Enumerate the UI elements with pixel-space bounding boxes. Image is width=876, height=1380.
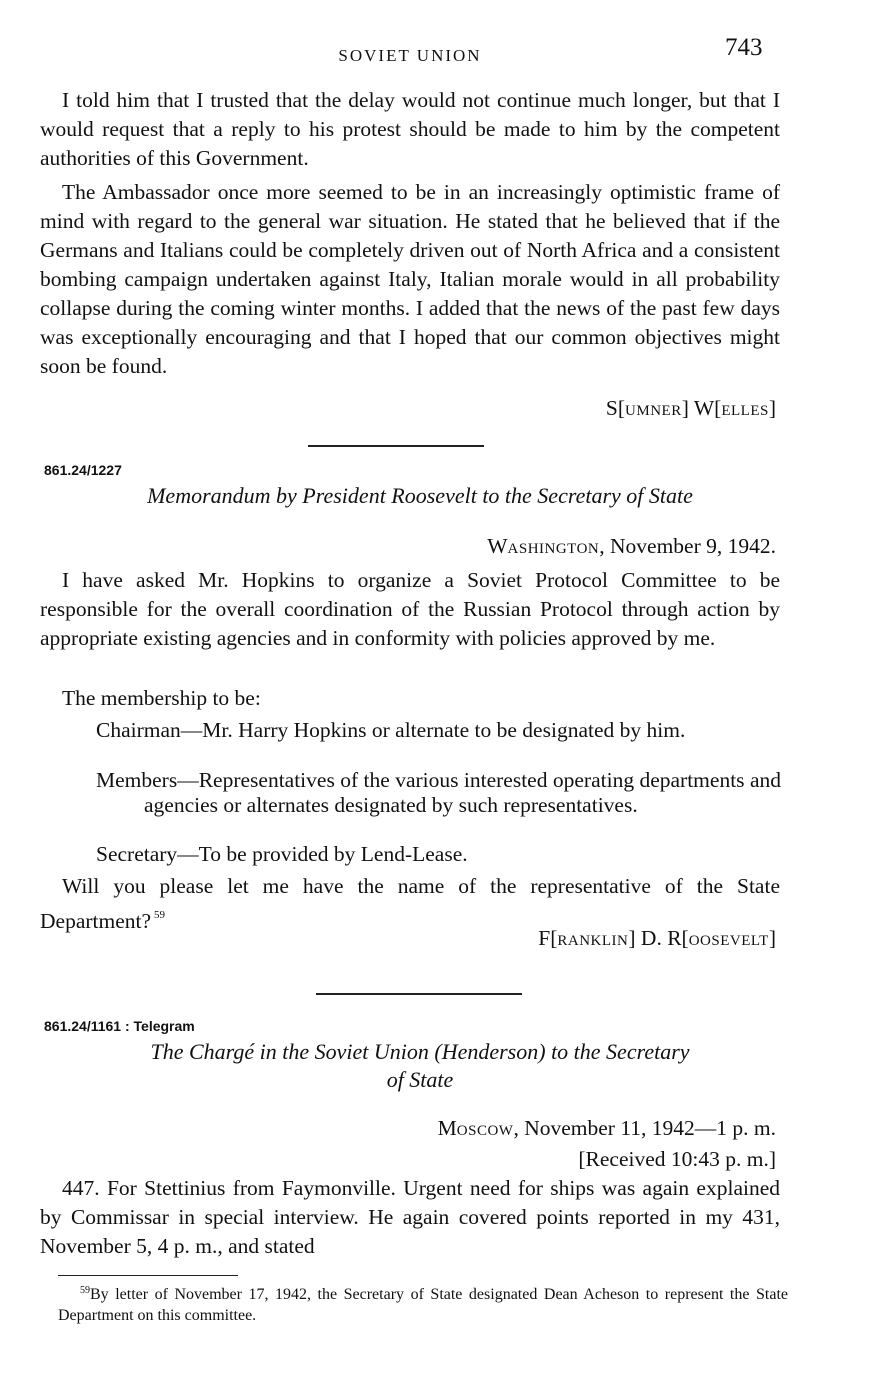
running-title: SOVIET UNION <box>338 46 482 65</box>
paragraph: I have asked Mr. Hopkins to organize a Soviet Protocol Committee to be responsible for the overall coordination of the Russian Protocol through action by appropriate existing agencies and in conformity with policies approved by me. <box>40 568 780 650</box>
document-title: The Chargé in the Soviet Union (Henderson) to the Secretary of State <box>150 1039 690 1092</box>
paragraph: The Ambassador once more seemed to be in an increasingly optimistic frame of mind with regard to the general war situation. He stated that he believed that if the Germans and Italians could be completely driven out of North Africa and a consistent bombing campaign undertaken against Italy, Italian morale would in all probability collapse during the coming winter months. I added that the news of the past few days was exceptionally encouraging and that I hoped that our common objectives might soon be found. <box>40 180 780 378</box>
paragraph: I told him that I trusted that the delay would not continue much longer, but that I would request that a reply to his protest should be made to him by the competent authorities of this Government. <box>40 88 780 170</box>
paragraph: 447. For Stettinius from Faymonville. Urgent need for ships was again explained by Commissar in special interview. He again covered points reported in my 431, November 5, 4 p. m., and stated <box>40 1176 780 1258</box>
paragraph: Will you please let me have the name of the representative of the State Department? $^{59}$ <box>40 874 780 933</box>
file-number: 861.24/1227 <box>44 462 122 478</box>
section-divider <box>308 445 484 447</box>
list-item-members: Members—Representatives of the various interested operating departments and agencies or alternates designated by such representatives. <box>96 768 781 817</box>
signature-roosevelt: F[RANKLIN] D. R[OOSEVELT] <box>538 926 776 950</box>
paragraph: The membership to be: <box>62 686 261 710</box>
dateline: WASHINGTON, November 9, 1942. <box>487 534 776 558</box>
footnote: $^{59}$By letter of November 17, 1942, the Secretary of State designated Dean Acheson to represent the State Department on this committee. <box>58 1285 788 1324</box>
file-number: 861.24/1161 : Telegram <box>44 1018 195 1034</box>
document-title: Memorandum by President Roosevelt to the Secretary of State <box>147 483 693 508</box>
list-item-chairman: Chairman—Mr. Harry Hopkins or alternate to be designated by him. <box>96 718 686 742</box>
received-time: [Received 10:43 p. m.] <box>578 1147 776 1171</box>
section-divider <box>316 993 522 995</box>
dateline: MOSCOW, November 11, 1942—1 p. m. [Received 10:43 p. m.] <box>437 1116 776 1171</box>
page-number: 743 <box>725 34 763 61</box>
list-item-secretary: Secretary—To be provided by Lend-Lease. <box>96 842 468 866</box>
footnote-divider <box>58 1275 238 1276</box>
footnote-number: 59 <box>80 1285 90 1296</box>
footnote-reference: 59 <box>154 909 166 921</box>
signature-welles: S[UMNER] W[ELLES] <box>605 396 776 420</box>
